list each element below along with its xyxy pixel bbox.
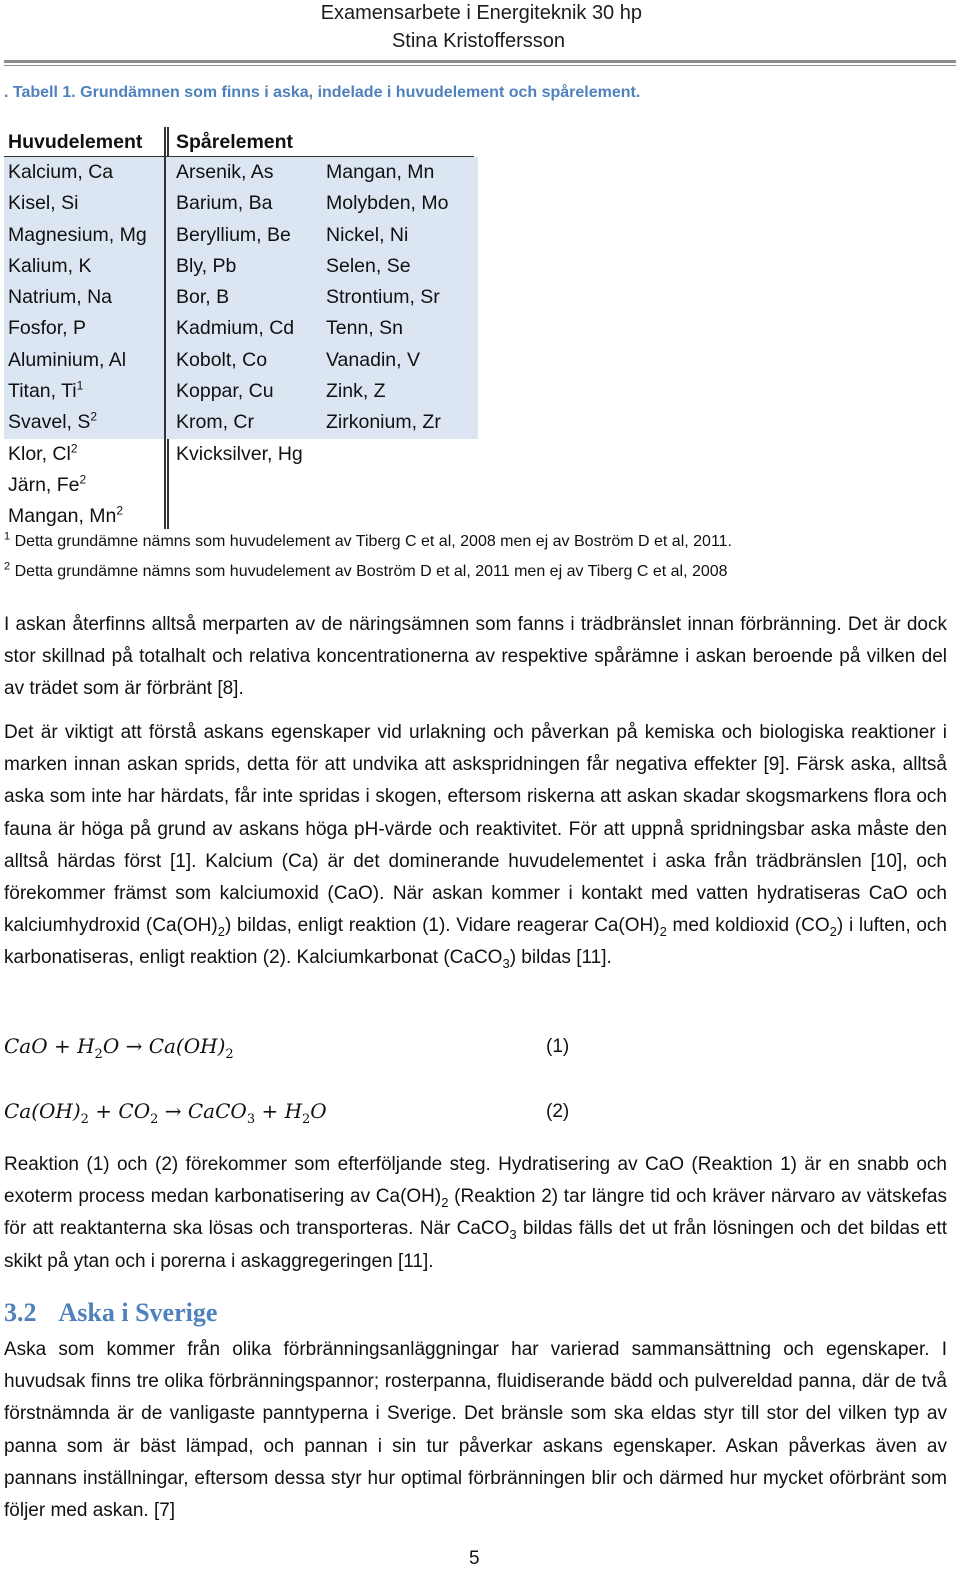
text-run: ) i luften, och karbonatiseras, enligt reaktion (2). Kalciumkarbonat (CaCO (4, 915, 947, 969)
table-column-main-elements (4, 127, 164, 533)
table-cell (166, 157, 316, 188)
cell-text: Natrium, Na (8, 286, 113, 309)
header-author: Stina Kristoffersson (391, 30, 565, 52)
footnote-mark: 1 (4, 530, 11, 543)
cell-text: Koppar, Cu (176, 380, 274, 403)
table-cell (316, 251, 478, 282)
cell-text: Aluminium, Al (8, 348, 127, 371)
subscript: 2 (150, 1112, 159, 1127)
cell-text: Kadmium, Cd (176, 317, 295, 340)
cell-text: Barium, Ba (176, 192, 273, 215)
equation-text: O → Ca(OH) (102, 1034, 226, 1058)
paragraph-reactions (4, 1149, 947, 1278)
table-cell (316, 282, 478, 313)
subscript: 3 (502, 956, 510, 972)
table-cell (4, 220, 164, 251)
table-cell (166, 439, 316, 470)
section-number: 3.2 (4, 1298, 37, 1327)
equation-2-number: (2) (546, 1101, 570, 1122)
table-cell (316, 220, 478, 251)
table-cell (316, 157, 478, 188)
table-cell (166, 345, 316, 376)
header-rule-thin (4, 65, 956, 66)
cell-superscript: 2 (116, 503, 124, 518)
footnote-mark: 2 (4, 560, 11, 573)
equation-text: Ca(OH) (4, 1099, 81, 1123)
equation-1-number: (1) (546, 1036, 570, 1057)
equation-text: + H (255, 1099, 303, 1123)
page-number: 5 (469, 1548, 480, 1569)
subscript: 2 (217, 924, 225, 940)
cell-text: Selen, Se (326, 254, 411, 277)
table-column-trace-elements (166, 127, 316, 470)
cell-text: Beryllium, Be (176, 223, 291, 246)
cell-text: Mangan, Mn (8, 505, 117, 528)
table-cell (4, 439, 164, 470)
cell-text: Fosfor, P (8, 317, 87, 340)
table-cell (316, 407, 478, 438)
table-cell (166, 376, 316, 407)
table-cell (316, 188, 478, 219)
cell-superscript: 2 (90, 409, 98, 424)
subscript: 2 (80, 1112, 89, 1127)
table-cell (166, 251, 316, 282)
text-run: (Reaktion 2) tar längre tid och kräver närvaro av vätskefas för att reaktanterna ska lösas och transporteras. När CaCO (4, 1186, 947, 1240)
footnote-2 (4, 560, 728, 581)
subscript: 2 (225, 1047, 234, 1062)
table-header-main: Huvudelement (8, 131, 143, 153)
table-cell (166, 220, 316, 251)
table-cell (4, 188, 164, 219)
equation-1 (4, 1034, 234, 1062)
table-cell (4, 376, 164, 407)
paragraph-ash-properties (4, 717, 947, 975)
table-cell (4, 501, 164, 532)
header-title: Examensarbete i Energiteknik 30 hp (320, 2, 642, 24)
table-cell (4, 251, 164, 282)
cell-text: Svavel, S (8, 411, 91, 434)
paragraph-ash-sweden: Aska som kommer från olika förbränningsanläggningar har varierad sammansättning och egenskaper. I huvudsak finns tre olika förbränningspannor; rosterpanna, fluidiserande bädd och pulvereldad panna, där de två förstnämnda är de vanligaste panntyperna i Sverige. Det bränsle som ska eldas styr till stor del vilken typ av panna som är bäst lämpad, och pannan i sin tur påverkar askans egenskaper. Askan påverkas även av pannans inställningar, eftersom dessa styr hur optimal förbränningen blir och därmed hur mycket oförbränt som följer med askan. [7] (4, 1339, 947, 1522)
cell-text: Bly, Pb (176, 254, 237, 277)
subscript: 3 (509, 1227, 517, 1243)
cell-text: Zink, Z (326, 380, 386, 403)
table-cell (316, 345, 478, 376)
cell-text: Kvicksilver, Hg (176, 442, 303, 465)
text-run: Reaktion (1) och (2) förekommer som efterföljande steg. Hydratisering av CaO (Reaktion 1) är en snabb och exoterm process medan karbonatisering av Ca(OH) (4, 1154, 947, 1208)
cell-text: Järn, Fe (8, 473, 80, 496)
text-run: bildas fälls det ut från lösningen och det bildas ett skikt på ytan och i porerna i askaggregeringen [11]. (4, 1218, 947, 1272)
table-cell (4, 345, 164, 376)
cell-text: Magnesium, Mg (8, 223, 147, 246)
table-cell (166, 188, 316, 219)
footnote-text: Detta grundämne nämns som huvudelement av Boström D et al, 2011 men ej av Tiberg C et al, 2008 (10, 563, 728, 580)
cell-text: Krom, Cr (176, 411, 254, 434)
subscript: 2 (94, 1047, 103, 1062)
table-cell (4, 407, 164, 438)
cell-text: Zirkonium, Zr (326, 411, 441, 434)
equation-text: + CO (88, 1099, 151, 1123)
text-run: Det är viktigt att förstå askans egenskaper vid urlakning och påverkan på kemiska och biologiska reaktioner i marken innan askan sprids, detta för att undvika att askspridningen får negativa effekter [9]. Färsk aska, alltså aska som inte har härdats, får inte spridas i skogen, eftersom riskerna att askan skadar skogsmarkens flora och fauna är höga på grund av askans höga pH-värde och reaktivitet. För att uppnå spridningsbar aska måste den alltså härdas först [1]. Kalcium (Ca) är det dominerande huvudelementet i aska från trädbränslen [10], och förekommer främst som kalciumoxid (CaO). När askan kommer i kontakt med vatten hydratiseras CaO och kalciumhydroxid (Ca(OH) (4, 722, 947, 937)
cell-text: Arsenik, As (176, 161, 274, 183)
subscript: 2 (302, 1112, 311, 1127)
table-cell (4, 282, 164, 313)
subscript: 2 (659, 924, 667, 940)
section-heading (4, 1298, 217, 1328)
cell-text: Kisel, Si (8, 192, 79, 215)
equation-text: CaO + H (4, 1034, 95, 1058)
table-cell (316, 313, 478, 344)
table-cell (166, 282, 316, 313)
table-cell (4, 313, 164, 344)
subscript: 2 (441, 1195, 449, 1210)
cell-text: Klor, Cl (8, 442, 71, 465)
paragraph-nutrients: I askan återfinns alltså merparten av de näringsämnen som fanns i trädbränslet innan förbränning. Det är dock stor skillnad på totalhalt och relativa koncentrationerna av respektive spårämne i askan beroende på vilken del av trädet som är förbränt [8]. (4, 614, 947, 700)
cell-text: Kobolt, Co (176, 348, 268, 371)
table-cell (4, 470, 164, 501)
table-header-empty (316, 127, 478, 157)
footnote-1 (4, 530, 732, 551)
cell-superscript: 1 (76, 378, 84, 393)
cell-superscript: 2 (79, 472, 87, 487)
equation-text: O (310, 1099, 327, 1123)
section-title: Aska i Sverige (58, 1298, 218, 1327)
cell-text: Molybden, Mo (326, 192, 449, 215)
cell-text: Vanadin, V (326, 348, 420, 371)
cell-text: Bor, B (176, 286, 230, 309)
text-run: ) bildas, enligt reaktion (1). Vidare reagerar Ca(OH) (224, 915, 660, 937)
table-caption: . Tabell 1. Grundämnen som finns i aska, indelade i huvudelement och spårelement. (4, 84, 641, 101)
table-cell (166, 407, 316, 438)
header-rule (4, 60, 956, 63)
equation-text: → CaCO (158, 1099, 247, 1123)
cell-text: Mangan, Mn (326, 161, 435, 183)
cell-text: Titan, Ti (8, 380, 77, 403)
cell-text: Tenn, Sn (326, 317, 403, 340)
table-cell (4, 157, 164, 188)
equation-2 (4, 1099, 327, 1127)
footnote-text: Detta grundämne nämns som huvudelement av Tiberg C et al, 2008 men ej av Boström D et al, 2011. (10, 533, 732, 550)
cell-text: Strontium, Sr (326, 286, 440, 309)
text-run: ) bildas [11]. (509, 947, 612, 969)
cell-text: Kalium, K (8, 254, 92, 277)
cell-text: Kalcium, Ca (8, 161, 114, 183)
cell-superscript: 2 (70, 441, 78, 456)
subscript: 2 (829, 924, 837, 940)
table-header-trace: Spårelement (176, 131, 294, 153)
text-run: med koldioxid (CO (666, 915, 830, 937)
table-cell (316, 376, 478, 407)
table-cell (166, 313, 316, 344)
table-column-trace-elements-2 (316, 127, 478, 439)
cell-text: Nickel, Ni (326, 223, 409, 246)
subscript: 3 (246, 1112, 256, 1127)
